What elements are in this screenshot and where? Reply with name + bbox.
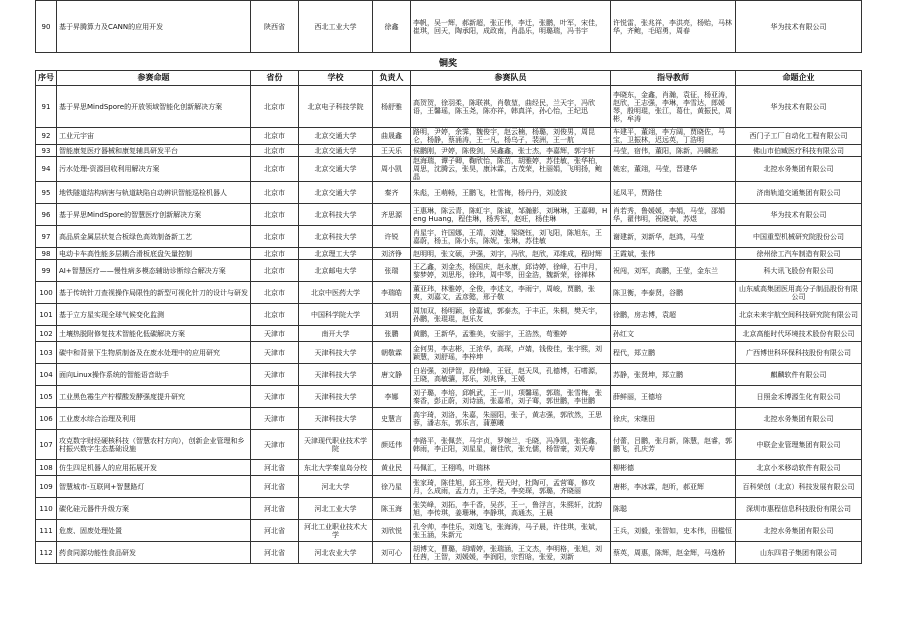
- row-topic: 地铁隧道结构病害与轨道缺陷自动辨识智能巡检机器人: [57, 182, 251, 204]
- row-province: 河北省: [251, 520, 299, 542]
- row-company: 北京小米移动软件有限公司: [736, 460, 862, 476]
- row-school: 南开大学: [299, 326, 373, 342]
- row-school: 河北农业大学: [299, 542, 373, 564]
- row-no: 97: [36, 226, 57, 248]
- row-company: 中联企业管理集团有限公司: [736, 430, 862, 460]
- row-lead: 刘玥: [373, 304, 411, 326]
- row-advisors: 肖若秀，鲁媛媛，李娟，马莹，邵娟华，翟伟明，祝晓斌，苏煜: [611, 204, 736, 226]
- row-lead: 史慧言: [373, 408, 411, 430]
- row-members: 高宇琦，刘洛，朱嘉，朱丽阳，张子，黄志强，郭欣然，王思蓉，潘志东，郭乐言，蒲蕙曦: [411, 408, 611, 430]
- table-row: [36, 430, 862, 460]
- table-row: [36, 248, 862, 260]
- row-topic: 基于立方星实现全球气候变化监测: [57, 304, 251, 326]
- table-row: [36, 86, 862, 128]
- row-members: 金何男，李志彬，王浓华，高琛，卢婧，钱俊佳，张宇熙，刘颖慧，刘舒瑶，李梓坤: [411, 342, 611, 364]
- row-province: 陕西省: [251, 1, 299, 53]
- row-province: 河北省: [251, 542, 299, 564]
- row-members: 王乙鑫，刘金杰，杨国庆，赵永康，邱诗婷，徐峰，石中月，黎梦婷，刘思彤，徐玮，周中琴，田金浩，魏新荣，徐禅林: [411, 260, 611, 282]
- header-company: 命题企业: [736, 71, 862, 86]
- row-members: 肖星宇，许国娜，王靖，刘婕，梁晓钰，刘飞阳，陈旭东，王嘉蔚，杨玉，陈小东，陈妮，张琳，苏佳敏: [411, 226, 611, 248]
- row-province: 河北省: [251, 476, 299, 498]
- row-school: 河北大学: [299, 476, 373, 498]
- row-province: 北京市: [251, 226, 299, 248]
- row-school: 北京交通大学: [299, 157, 373, 182]
- table-row: [36, 498, 862, 520]
- table-row: [36, 260, 862, 282]
- row-province: 天津市: [251, 364, 299, 386]
- row-advisors: 延凤平，贾路佳: [611, 182, 736, 204]
- row-school: 北京中医药大学: [299, 282, 373, 304]
- row-advisors: 李晓东，金鑫，肖瀚，袁征，杨亚涛，赵欣，王志强，李琳，李雪达，郎媛琴，殷明琨，张江，葛仕，黄振民，周彬，牟涛: [611, 86, 736, 128]
- table-row: [36, 326, 862, 342]
- row-lead: 张鹏: [373, 326, 411, 342]
- row-topic: 基于昇腾算力及CANN的应用开发: [57, 1, 251, 53]
- table-row: [36, 204, 862, 226]
- row-no: 98: [36, 248, 57, 260]
- row-topic: 工业黑色霉生产柠檬酸发酵强度提升研究: [57, 386, 251, 408]
- row-members: 张笑峰，刘拓，李千香，吴莎，王一，鲁浮言，朱熙轩，沈韵旭，李传琪，姜珊琳，李静琪，高通杰，王晨: [411, 498, 611, 520]
- row-topic: 面向Linux操作系统的智能语音助手: [57, 364, 251, 386]
- row-lead: 陈玉海: [373, 498, 411, 520]
- prev-table-row-table: [35, 0, 862, 53]
- row-advisors: 苏静，张贤坤，郑立鹏: [611, 364, 736, 386]
- row-school: 河北工业职业技术大学: [299, 520, 373, 542]
- row-no: 104: [36, 364, 57, 386]
- row-lead: 徐乃星: [373, 476, 411, 498]
- row-province: 北京市: [251, 282, 299, 304]
- row-school: 天津科技大学: [299, 364, 373, 386]
- row-province: 北京市: [251, 260, 299, 282]
- row-school: 中国科学院大学: [299, 304, 373, 326]
- row-company: 佛山市伯臧医疗科技有限公司: [736, 145, 862, 157]
- row-lead: 徐鑫: [373, 1, 411, 53]
- table-row: [36, 364, 862, 386]
- row-school: 北京交通大学: [299, 145, 373, 157]
- row-members: 胡博文，曹璐，胡晴婷，张瑞涵，王文杰，李明格，张旭，刘任茜，王智，刘媛媛，李润阳，宗哲晗，张爱，刘新: [411, 542, 611, 564]
- row-company: 北控水务集团有限公司: [736, 408, 862, 430]
- row-company: 山东四君子集团有限公司: [736, 542, 862, 564]
- header-province: 省份: [251, 71, 299, 86]
- row-lead: 黄业民: [373, 460, 411, 476]
- row-no: 109: [36, 476, 57, 498]
- table-row: [36, 145, 862, 157]
- row-advisors: 程代，郑立鹏: [611, 342, 736, 364]
- row-company: 北控水务集团有限公司: [736, 520, 862, 542]
- row-advisors: 祝闯，刘军，高鹏，王莹，金东兰: [611, 260, 736, 282]
- row-members: 赵明明，张文硕，尹强，刘宇，冯欣，赵欣，邓维成，程时辉: [411, 248, 611, 260]
- row-advisors: 唐彬，李冰霖，赵昕，郝亚辉: [611, 476, 736, 498]
- row-lead: 张瑞: [373, 260, 411, 282]
- row-topic: 高品质金属层状复合板绿色高效制备新工艺: [57, 226, 251, 248]
- row-advisors: 王兵，刘毅，张智如，史本伟，田槛恒: [611, 520, 736, 542]
- row-members: 朱彪，王萌畅，王鹏飞，杜雪梅，杨丹丹，刘凌波: [411, 182, 611, 204]
- row-advisors: 徐庆，宋继田: [611, 408, 736, 430]
- row-members: 王惠琳，陈云青，陈虹宇，陈诚，邹瀚影，刘琳琳，王嘉卿，Heng Huang，程佳琳，杨秀军，赵旺，杨佳琳: [411, 204, 611, 226]
- row-no: 99: [36, 260, 57, 282]
- row-members: 李路平，张佩芸，马宇贞，罗婉兰，毛晓，冯净凯，张铭鑫，韩雨，李正阳，刘星星，谢佳欣，张允儒，杨智豪，刘天寿: [411, 430, 611, 460]
- bronze-table: [35, 70, 862, 564]
- row-topic: 碳中和背景下生物质制备及在废水处理中的应用研究: [57, 342, 251, 364]
- row-lead: 曲晟鑫: [373, 128, 411, 145]
- row-school: 北京科技大学: [299, 226, 373, 248]
- row-topic: 基于昇思MindSpore的开放领域智能化创新解决方案: [57, 86, 251, 128]
- row-no: 111: [36, 520, 57, 542]
- row-company: 华为技术有限公司: [736, 1, 862, 53]
- row-lead: 李娜: [373, 386, 411, 408]
- row-advisors: 陈聪: [611, 498, 736, 520]
- row-company: 华为技术有限公司: [736, 204, 862, 226]
- row-company: 徐州徐工汽车制造有限公司: [736, 248, 862, 260]
- row-province: 天津市: [251, 408, 299, 430]
- row-topic: 电动卡车高性能多层耦合滑板底盘矢量控制: [57, 248, 251, 260]
- table-row: [36, 476, 862, 498]
- row-no: 112: [36, 542, 57, 564]
- row-school: 天津科技大学: [299, 386, 373, 408]
- row-lead: 秦齐: [373, 182, 411, 204]
- row-advisors: 付蕾，吕鹏，张月新，陈慧，赵睿，郭鹏飞，孔庆芳: [611, 430, 736, 460]
- row-topic: AI+智慧医疗——慢性病多模态辅助诊断综合解决方案: [57, 260, 251, 282]
- row-company: 广西博世科环保科技股份有限公司: [736, 342, 862, 364]
- row-no: 93: [36, 145, 57, 157]
- row-province: 北京市: [251, 248, 299, 260]
- row-advisors: 柳彬德: [611, 460, 736, 476]
- row-company: 华为技术有限公司: [736, 86, 862, 128]
- row-school: 天津科技大学: [299, 408, 373, 430]
- row-advisors: 车建平，董翊，李方阔，贾晓佐，马宝，卫振林，迟远英，丁浩明: [611, 128, 736, 145]
- header-topic: 参赛命题: [57, 71, 251, 86]
- row-province: 北京市: [251, 304, 299, 326]
- row-company: 山东威高集团医用高分子制品股份有限公司: [736, 282, 862, 304]
- row-lead: 许锐: [373, 226, 411, 248]
- row-province: 北京市: [251, 204, 299, 226]
- row-members: 侯鹏刚，尹婷，陈俊剑，吴鑫鑫，张士杰，李嘉辉，郭宇轩: [411, 145, 611, 157]
- row-topic: 基于传统针刀查视操作局限性的新型可视化针刀的设计与研发: [57, 282, 251, 304]
- header-lead: 负责人: [373, 71, 411, 86]
- row-topic: 污水处理-资源回收利用解决方案: [57, 157, 251, 182]
- row-members: 孔令帅，李佳乐，刘逸飞，张海涛，马子晨，许佳琪，张斌，张玉涵，朱新元: [411, 520, 611, 542]
- row-school: 天津现代职业技术学院: [299, 430, 373, 460]
- row-province: 北京市: [251, 182, 299, 204]
- row-no: 94: [36, 157, 57, 182]
- row-no: 108: [36, 460, 57, 476]
- row-advisors: 徐鹏，房志博，袁超: [611, 304, 736, 326]
- row-school: 北京邮电大学: [299, 260, 373, 282]
- table-row: [36, 182, 862, 204]
- table-row: [36, 460, 862, 476]
- row-advisors: 谢建新，刘新华，赵鸿，马莹: [611, 226, 736, 248]
- row-company: 中国重型机械研究院股份公司: [736, 226, 862, 248]
- row-lead: 刘济铮: [373, 248, 411, 260]
- row-topic: 仿生四足机器人的应用拓展开发: [57, 460, 251, 476]
- row-members: 黄鹏，王新华，孟雅美，安丽宇，王浩然，苟雅婷: [411, 326, 611, 342]
- row-members: 高贺贺，徐羽柔，陈联祺，肖敬堃，曲经民，兰天宇，冯欣语，王馨瑶，陈玉尧，陈亦祥，韩真洋，孙心怡，王纪迅: [411, 86, 611, 128]
- row-lead: 李瑞皓: [373, 282, 411, 304]
- row-no: 103: [36, 342, 57, 364]
- row-no: 96: [36, 204, 57, 226]
- row-province: 天津市: [251, 342, 299, 364]
- row-school: 东北大学秦皇岛分校: [299, 460, 373, 476]
- header-members: 参赛队员: [411, 71, 611, 86]
- row-lead: 刘可心: [373, 542, 411, 564]
- row-company: 百科荣创（北京）科技发展有限公司: [736, 476, 862, 498]
- row-topic: 攻克数字财经硬核科技（智慧农村方向），创新企业管理和乡村振兴数字生态基础设施: [57, 430, 251, 460]
- header-advisors: 指导教师: [611, 71, 736, 86]
- row-company: 西门子工厂自动化工程有限公司: [736, 128, 862, 145]
- row-lead: 朝敬霖: [373, 342, 411, 364]
- row-company: 北控水务集团有限公司: [736, 157, 862, 182]
- row-members: 刘子璐，李培，邱帆武，王一川，项馨瑶，郭瑞，张雪梅，张秦香，彭正蔚，刘诗涵，张嘉希，刘子骞，郭世鹏，李世鹏: [411, 386, 611, 408]
- row-advisors: 许悦雷，张兆祥，李洪亮，杨贻，马林华，齐鲍，毛昭勇，周春: [611, 1, 736, 53]
- table-row: [36, 226, 862, 248]
- row-advisors: 王霞斌，张伟: [611, 248, 736, 260]
- row-no: 110: [36, 498, 57, 520]
- row-school: 北京科技大学: [299, 204, 373, 226]
- row-school: 西北工业大学: [299, 1, 373, 53]
- row-no: 105: [36, 386, 57, 408]
- row-advisors: 蔡英，周惠，陈辉，赵金辉，马逸桥: [611, 542, 736, 564]
- row-members: 周加双，杨明颖，徐嘉诚，郭泰杰，于丰正，朱桐，樊天宇，孙鹏，张琨琨，赵乐友: [411, 304, 611, 326]
- row-province: 河北省: [251, 460, 299, 476]
- row-no: 100: [36, 282, 57, 304]
- row-no: 90: [36, 1, 57, 53]
- row-no: 102: [36, 326, 57, 342]
- row-lead: 周小凯: [373, 157, 411, 182]
- row-topic: 智慧城市-互联网+智慧路灯: [57, 476, 251, 498]
- row-company: 北京未来宇航空间科技研究院有限公司: [736, 304, 862, 326]
- row-school: 北京交通大学: [299, 128, 373, 145]
- row-no: 95: [36, 182, 57, 204]
- table-row: [36, 342, 862, 364]
- row-school: 天津科技大学: [299, 342, 373, 364]
- row-members: 李帆，吴一辉，郝新超，张正伟，李迁，张鹏，叶军，宋佳，崔琪，回天，陶承阳，成政南，肖晶乐，明璐瑞，冯书宇: [411, 1, 611, 53]
- row-lead: 唐文静: [373, 364, 411, 386]
- row-advisors: 孙红文: [611, 326, 736, 342]
- row-lead: 王天乐: [373, 145, 411, 157]
- row-lead: 杨舒雅: [373, 86, 411, 128]
- row-lead: 刘欣悦: [373, 520, 411, 542]
- row-topic: 工业废水综合治理及利用: [57, 408, 251, 430]
- table-row: [36, 542, 862, 564]
- row-members: 赵海瑞，谭子卿，鞠欣怡，陈茁，胡雅婷，苏佳敏，张华柏，周思，沈腾云，张昊，康沐霖，古茂荣，杜丽娟，飞明扬，鲍晶: [411, 157, 611, 182]
- row-company: 科大讯飞股份有限公司: [736, 260, 862, 282]
- table-row: [36, 304, 862, 326]
- row-no: 106: [36, 408, 57, 430]
- row-topic: 碳化硅元器件升级方案: [57, 498, 251, 520]
- row-school: 北京电子科技学院: [299, 86, 373, 128]
- row-topic: 智能康复医疗器械和康复辅具研发平台: [57, 145, 251, 157]
- row-advisors: 姚宏，董翊，马莹，晋建华: [611, 157, 736, 182]
- row-advisors: 陈卫衡，李泰贤，谷鹏: [611, 282, 736, 304]
- row-province: 天津市: [251, 386, 299, 408]
- row-school: 河北工业大学: [299, 498, 373, 520]
- row-no: 107: [36, 430, 57, 460]
- row-lead: 齐思源: [373, 204, 411, 226]
- table-row: [36, 128, 862, 145]
- table-row: [36, 1, 862, 53]
- row-province: 天津市: [251, 326, 299, 342]
- row-lead: 颜廷伟: [373, 430, 411, 460]
- row-topic: 危废、固废处理处置: [57, 520, 251, 542]
- row-no: 92: [36, 128, 57, 145]
- row-members: 董亚玮，林雅婷，全俊，李述文，李雨宁，周峻，贾鹏，张爽，刘嘉文，孟彦懿，邢子敬: [411, 282, 611, 304]
- table-row: [36, 282, 862, 304]
- row-province: 北京市: [251, 128, 299, 145]
- row-province: 天津市: [251, 430, 299, 460]
- row-company: 深圳市惠程信息科技股份有限公司: [736, 498, 862, 520]
- row-no: 91: [36, 86, 57, 128]
- row-province: 北京市: [251, 145, 299, 157]
- row-members: 路明，尹婷，余霁，魏俊宇，赵云楠，杨璐，刘俊男，周昆仑，杨静，蔡涌涛，王一凡，杨乌孑，裴洲，王一航: [411, 128, 611, 145]
- row-company: 北京高能时代环境技术股份有限公司: [736, 326, 862, 342]
- row-topic: 基于昇思MindSpore的智慧医疗创新解决方案: [57, 204, 251, 226]
- row-advisors: 薛鲜丽，王德培: [611, 386, 736, 408]
- header-school: 学校: [299, 71, 373, 86]
- row-advisors: 马莹，宿伟，董阳，陈新，冯麟淞: [611, 145, 736, 157]
- row-school: 北京交通大学: [299, 182, 373, 204]
- row-province: 北京市: [251, 157, 299, 182]
- row-province: 北京市: [251, 86, 299, 128]
- row-topic: 土壤热脱附修复技术智能化低碳解决方案: [57, 326, 251, 342]
- row-topic: 工业元宇宙: [57, 128, 251, 145]
- row-members: 白岩强，刘伊智，段伟峰，王冠，赵天凤，孔德博，石嗜源，王晓，高敏骧，郑乐，刘兆锋，王媛: [411, 364, 611, 386]
- row-topic: 药食同源功能性食品研发: [57, 542, 251, 564]
- row-company: 济南轨道交通集团有限公司: [736, 182, 862, 204]
- table-row: [36, 386, 862, 408]
- table-row: [36, 157, 862, 182]
- row-members: 张家琦，陈佳旭，邱玉珍，程天时，杜陶可，孟营骞，修攻月，么成雨，孟力力，王学尧，李奕琛，郭璐，齐晓丽: [411, 476, 611, 498]
- header-no: 序号: [36, 71, 57, 86]
- table-row: [36, 408, 862, 430]
- row-company: 日照金禾博源生化有限公司: [736, 386, 862, 408]
- row-no: 101: [36, 304, 57, 326]
- row-school: 北京理工大学: [299, 248, 373, 260]
- table-row: [36, 520, 862, 542]
- section-title: 铜奖: [438, 59, 457, 69]
- row-members: 马佩汇，王栩鸣，叶瑞林: [411, 460, 611, 476]
- row-company: 麒麟软件有限公司: [736, 364, 862, 386]
- header-row: [36, 71, 862, 86]
- row-province: 河北省: [251, 498, 299, 520]
